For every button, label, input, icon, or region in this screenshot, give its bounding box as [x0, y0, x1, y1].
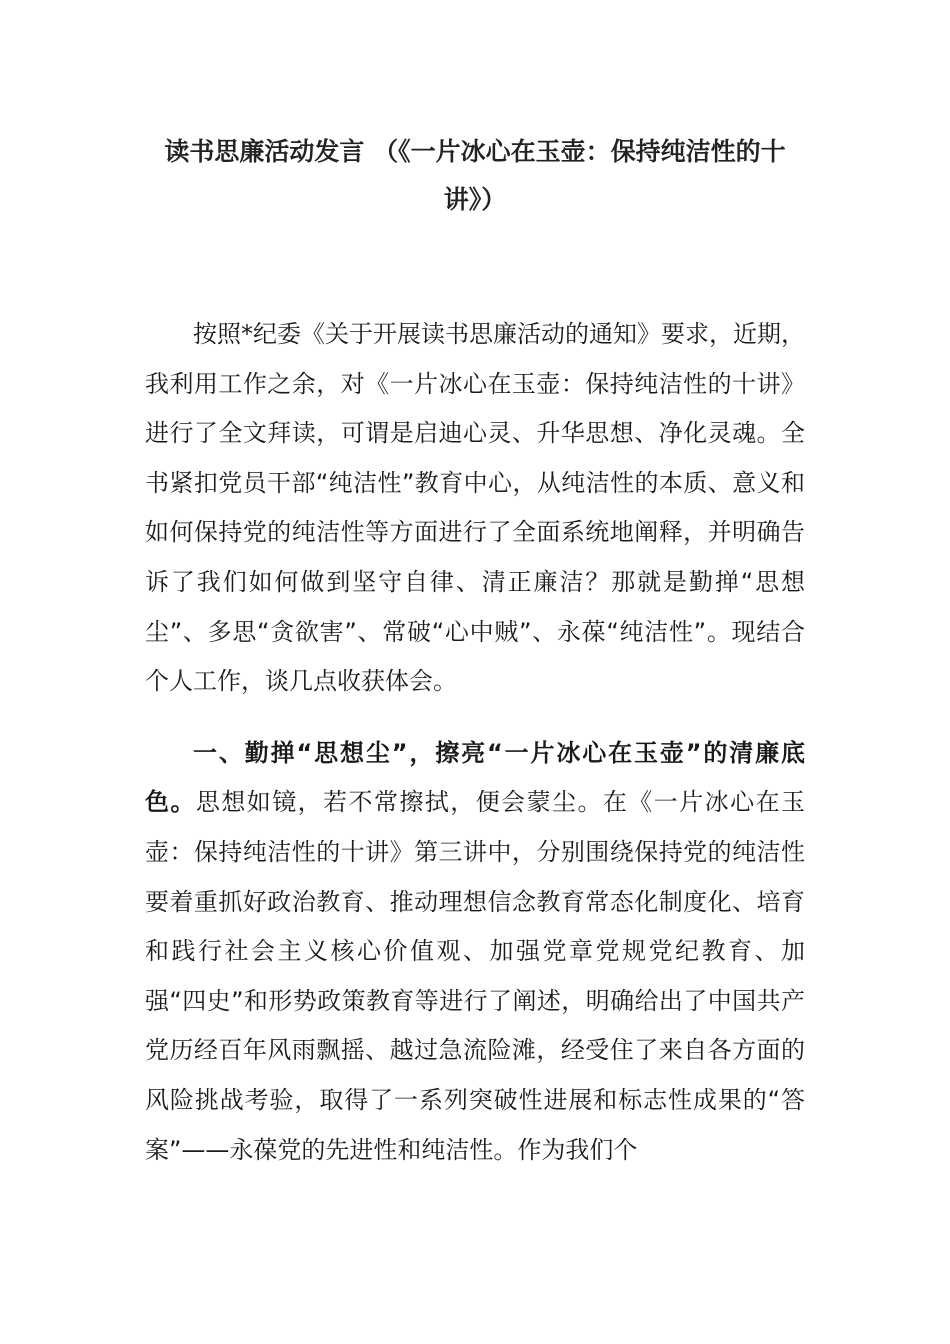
- document-body: [145, 128, 805, 1197]
- section-one-text: 思想如镜，若不常擦拭，便会蒙尘。在《一片冰心在玉壶：保持纯洁性的十讲》第三讲中，分别围绕保持党的纯洁性要着重抓好政治教育、推动理想信念教育常态化制度化、培育和践行社会主义核心价值观、加强党章党规党纪教育、加强“四史”和形势政策教育等进行了阐述，明确给出了中国共产党历经百年风雨飘摇、越过急流险滩，经受住了来自各方面的风险挑战考验，取得了一系列突破性进展和标志性成果的“答案”——永葆党的先进性和纯洁性。作为我们个: [145, 788, 806, 1164]
- intro-paragraph: 按照*纪委《关于开展读书思廉活动的通知》要求，近期，我利用工作之余，对《一片冰心在玉壶：保持纯洁性的十讲》进行了全文拜读，可谓是启迪心灵、升华思想、净化灵魂。全书紧扣党员干部“纯洁性”教育中心，从纯洁性的本质、意义和如何保持党的纯洁性等方面进行了全面系统地阐释，并明确告诉了我们如何做到坚守自律、清正廉洁？那就是勤掸“思想尘”、多思“贪欲害”、常破“心中贼”、永葆“纯洁性”。现结合个人工作，谈几点收获体会。: [145, 320, 805, 696]
- section-one-paragraph: [145, 729, 805, 1175]
- section-one-heading: 一、勤掸“思想尘”，擦亮“一片冰心在玉壶”的清廉底色。: [145, 738, 805, 817]
- document-title: 读书思廉活动发言 （《一片冰心在玉壶：保持纯洁性的十讲》）: [164, 137, 786, 214]
